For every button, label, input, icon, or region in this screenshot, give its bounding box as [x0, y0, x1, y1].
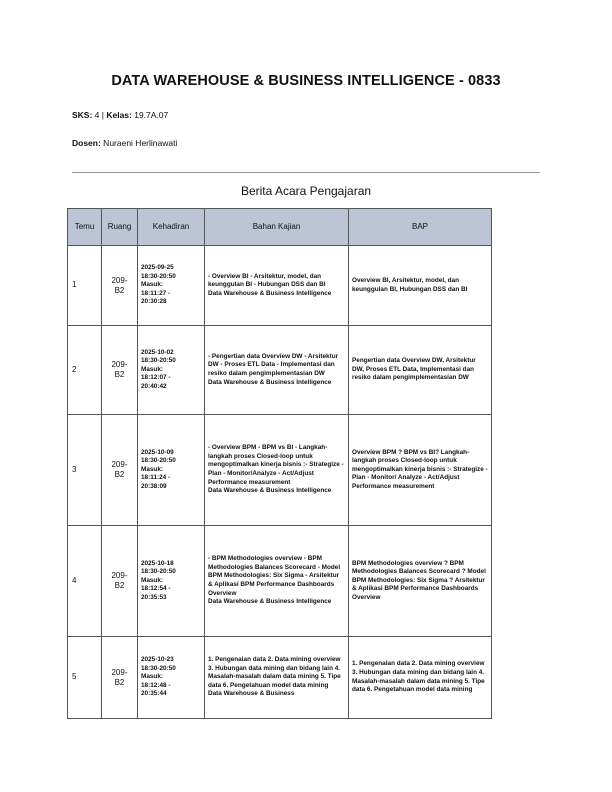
table-row — [68, 246, 492, 326]
dosen-label: Dosen: — [72, 138, 101, 148]
table-header-row — [68, 209, 492, 246]
cell-bahan-kajian: - Overview BI - Arsitektur, model, dan keunggulan BI - Hubungan DSS dan BI Data Warehouse & Business Intelligence — [205, 246, 349, 326]
cell-temu: 5 — [68, 637, 102, 719]
section-title: Berita Acara Pengajaran — [240, 184, 372, 198]
cell-kehadiran: 2025-09-25 18:30-20:50 Masuk: 18:11:27 - 20:30:28 — [138, 246, 205, 326]
cell-kehadiran: 2025-10-09 18:30-20:50 Masuk: 18:11:24 - 20:38:09 — [138, 415, 205, 526]
cell-bahan-kajian: - BPM Methodologies overview - BPM Methodologies Balances Scorecard - Model BPM Methodologies: Six Sigma - Arsitektur & Aplikasi BPM Performance Dashboards Overview Data Warehouse & Business Intelligence — [205, 526, 349, 637]
header-bahan-kajian: Bahan Kajian — [205, 209, 349, 246]
cell-temu: 3 — [68, 415, 102, 526]
cell-temu: 1 — [68, 246, 102, 326]
sks-label: SKS: — [72, 110, 93, 120]
cell-ruang: 209- B2 — [102, 415, 138, 526]
cell-bahan-kajian: - Pengertian data Overview DW - Arsitektur DW - Proses ETL Data - Implementasi dan resiko dalam pengimplementasian DW Data Warehouse & Business Intelligence — [205, 326, 349, 415]
cell-kehadiran: 2025-10-23 18:30-20:50 Masuk: 18:12:48 - 20:35:44 — [138, 637, 205, 719]
table-row — [68, 415, 492, 526]
cell-temu: 4 — [68, 526, 102, 637]
document-title: DATA WAREHOUSE & BUSINESS INTELLIGENCE - 0833 — [111, 73, 501, 89]
header-kehadiran: Kehadiran — [138, 209, 205, 246]
cell-bap: 1. Pengenalan data 2. Data mining overview 3. Hubungan data mining dan bidang lain 4. Masalah-masalah dalam data mining 5. Tipe data 6. Pengetahuan model data mining — [349, 637, 492, 719]
kelas-value: 19.7A.07 — [131, 110, 169, 120]
header-ruang: Ruang — [102, 209, 138, 246]
table-row — [68, 637, 492, 719]
header-temu: Temu — [68, 209, 102, 246]
cell-kehadiran: 2025-10-02 18:30-20:50 Masuk: 18:12:07 - 20:40:42 — [138, 326, 205, 415]
cell-ruang: 209- B2 — [102, 246, 138, 326]
cell-ruang: 209- B2 — [102, 637, 138, 719]
table-row — [68, 526, 492, 637]
divider — [72, 172, 540, 173]
dosen-value: Nuraeni Herlinawati — [100, 138, 178, 148]
cell-bap: BPM Methodologies overview ? BPM Methodologies Balances Scorecard ? Model BPM Methodologies: Six Sigma ? Arsitektur & Aplikasi BPM Performance Dashboards Overview — [349, 526, 492, 637]
cell-ruang: 209- B2 — [102, 526, 138, 637]
cell-bap: Overview BPM ? BPM vs BI? Langkah-langkah proses Closed-loop untuk mengoptimalkan kinerja bisnis :- Strategize - Plan - Monitor/ Analyze - Act/Adjust Performance measurement — [349, 415, 492, 526]
sks-kelas-line — [72, 110, 168, 120]
header-bap: BAP — [349, 209, 492, 246]
cell-bahan-kajian: 1. Pengenalan data 2. Data mining overview 3. Hubungan data mining dan bidang lain 4. Masalah-masalah dalam data mining 5. Tipe data 6. Pengetahuan model data mining Data Warehouse & Business — [205, 637, 349, 719]
kelas-label: Kelas: — [106, 110, 132, 120]
cell-kehadiran: 2025-10-18 18:30-20:50 Masuk: 18:12:54 - 20:35:53 — [138, 526, 205, 637]
sks-value: 4 | — [92, 110, 107, 120]
table-row — [68, 326, 492, 415]
dosen-line — [72, 138, 177, 148]
cell-bap: Pengertian data Overview DW, Arsitektur DW, Proses ETL Data, Implementasi dan resiko dalam pengimplementasian DW — [349, 326, 492, 415]
cell-ruang: 209- B2 — [102, 326, 138, 415]
bap-table — [67, 208, 492, 719]
cell-bahan-kajian: - Overview BPM - BPM vs BI - Langkah-langkah proses Closed-loop untuk mengoptimalkan kinerja bisnis :- Strategize - Plan - Monitor/Analyze - Act/Adjust Performance measurement Data Warehouse & Business Intelligence — [205, 415, 349, 526]
cell-temu: 2 — [68, 326, 102, 415]
cell-bap: Overview BI, Arsitektur, model, dan keunggulan BI, Hubungan DSS dan BI — [349, 246, 492, 326]
